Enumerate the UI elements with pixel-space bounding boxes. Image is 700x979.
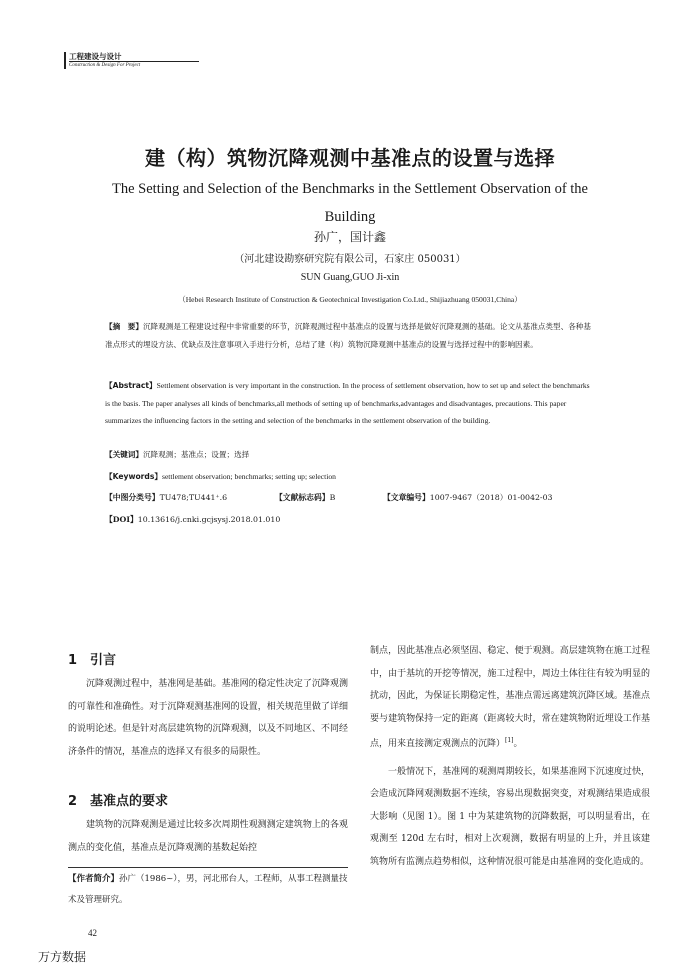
- doc-value: B: [329, 493, 336, 502]
- abstract-cn: [105, 318, 596, 353]
- keywords-cn: [105, 446, 596, 464]
- keywords-en-label: 【Keywords】: [105, 472, 162, 481]
- clc-label: 【中图分类号】: [105, 493, 160, 502]
- section-1-heading: 1 引言: [68, 653, 117, 668]
- clc-code: [105, 492, 227, 503]
- section-2-body: 建筑物的沉降观测是通过比较多次周期性观测测定建筑物上的各观测点的变化值，基准点是沉降观测的基数起始控: [68, 820, 348, 853]
- authors-cn: 孙广，国计鑫: [313, 230, 386, 244]
- clc-value: TU478;TU441⁺.6: [159, 493, 228, 502]
- abstract-cn-text: 沉降观测是工程建设过程中非常重要的环节，沉降观测过程中基准点的设置与选择是做好沉降观测的基础。论文从基准点类型、各种基准点形式的埋设方法、优缺点及注意事项入手进行分析，总结了建（构）筑物沉降观测中基准点的设置与选择过程中的影响因素。: [105, 322, 591, 349]
- affiliation-en: （Hebei Research Institute of Construction & Geotechnical Investigation Co.Ltd., Shijiazhuang 050031,China）: [178, 295, 522, 304]
- doi: [105, 514, 280, 525]
- right-para-1-end: 。: [513, 739, 523, 749]
- journal-name-en: Construction & Design For Project: [69, 61, 199, 69]
- title-en: The Setting and Selection of the Benchmarks in the Settlement Observation of the Building: [112, 181, 588, 225]
- affiliation-cn: （河北建设勘察研究院有限公司，石家庄 050031）: [234, 254, 466, 265]
- section-1-body: 沉降观测过程中，基准网是基础。基准网的稳定性决定了沉降观测的可靠性和准确性。对于沉降观测基准网的设置，相关规范里做了详细的说明论述。但是针对高层建筑物的沉降观测，以及不同地区、不同经济条件的情况，基准点的选择又有很多的局限性。: [68, 679, 348, 757]
- citation-ref: [1]: [505, 737, 514, 744]
- title-cn: 建（构）筑物沉降观测中基准点的设置与选择: [145, 146, 555, 170]
- section-2-heading: 2 基准点的要求: [68, 794, 169, 809]
- source-mark: 万方数据: [38, 950, 87, 964]
- keywords-cn-text: 沉降观测；基准点；设置；选择: [142, 450, 250, 459]
- article-value: 1007-9467（2018）01-0042-03: [429, 493, 553, 502]
- abstract-cn-label: 【摘 要】: [105, 322, 143, 331]
- page-number: 42: [88, 928, 97, 938]
- footnote-label: 【作者简介】: [68, 874, 120, 884]
- footnote-text: 孙广（1986~），男，河北邢台人，工程师，从事工程测量技术及管理研究。: [68, 874, 348, 905]
- right-para-1-text: 制点，因此基准点必须坚固、稳定、便于观测。高层建筑物在施工过程中，由于基坑的开挖等情况，施工过程中，周边土体往往有较为明显的扰动，因此，为保证长期稳定性，基准点需远离建筑沉降区域。基准点要与建筑物保持一定的距离（距离较大时，常在建筑物附近埋设工作基点，用来直接测定观测点的沉降）: [370, 646, 650, 749]
- doi-value: 10.13616/j.cnki.gcjsysj.2018.01.010: [137, 515, 281, 524]
- abstract-en-text: Settlement observation is very important in the construction. In the process of settlement observation, how to set up and select the benchmarks is the basis. The paper analyses all kinds of benchmarks,all methods of setting up of benchmarks,advantages and disadvantages, precautions. This paper summarizes the influencing factors in the setting and selection of the benchmarks in the settlement observation of the building.: [105, 381, 590, 425]
- right-column-para-2: 一般情况下，基准网的观测周期较长，如果基准网下沉速度过快，会造成沉降网观测数据不连续，容易出现数据突变，对观测结果造成很大影响（见图 1）。图 1 中为某建筑物的沉降数据，可以明显看出，在观测至 120d 左右时，相对上次观测，数据有明显的上升，并且该建筑物所有监测点趋势相似，这种情况很可能是由基准网的变化造成的。: [370, 766, 650, 867]
- article-number: [383, 492, 553, 503]
- document-code: [275, 492, 335, 503]
- abstract-en-label: 【Abstract】: [105, 381, 157, 390]
- keywords-en: [105, 468, 596, 486]
- authors-en: SUN Guang,GUO Ji-xin: [300, 272, 400, 283]
- right-column: [370, 640, 650, 873]
- doc-label: 【文献标志码】: [275, 493, 330, 502]
- journal-name-cn: 工程建设与设计: [69, 52, 122, 61]
- right-column-para-1: [370, 640, 650, 756]
- author-footnote: [68, 867, 348, 911]
- doi-label: 【DOI】: [105, 515, 138, 524]
- abstract-en: [105, 377, 596, 430]
- keywords-en-text: settlement observation; benchmarks; setting up; selection: [161, 472, 336, 481]
- journal-header: [64, 52, 199, 69]
- keywords-cn-label: 【关键词】: [105, 450, 143, 459]
- article-label: 【文章编号】: [383, 493, 430, 502]
